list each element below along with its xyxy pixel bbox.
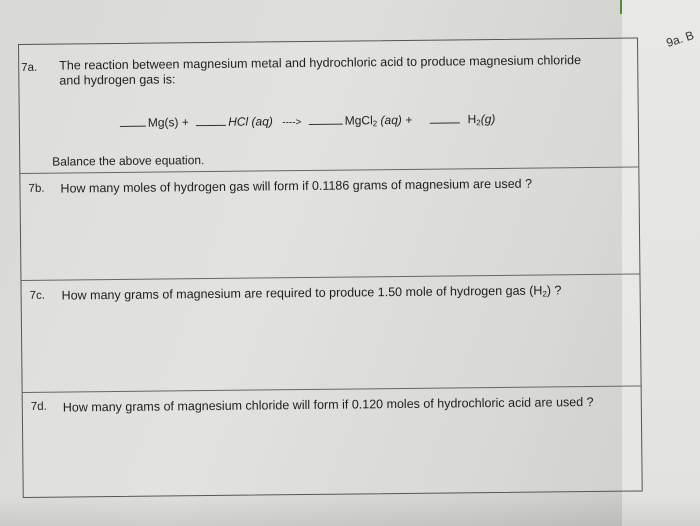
question-text-7a-line1: The reaction between magnesium metal and hydrochloric acid to produce magnesium chloride: [59, 53, 582, 73]
question-label-7c: 7c.: [29, 289, 46, 302]
adjacent-page-label: 9a. B: [664, 28, 696, 50]
row-7c: [21, 274, 640, 393]
eq-mg: Mg(s) +: [147, 115, 189, 130]
question-text-7c: [62, 283, 562, 303]
answer-area-7d[interactable]: [23, 414, 642, 497]
row-7a: [19, 39, 638, 173]
row-7d: [23, 385, 642, 497]
question-text-7a-line2: and hydrogen gas is:: [59, 72, 176, 88]
question-label-7a: 7a.: [21, 61, 38, 74]
question-text-7c-tail: ) ?: [546, 283, 562, 298]
blank-h2[interactable]: [430, 122, 460, 123]
answer-area-7c[interactable]: [22, 303, 641, 393]
question-label-7b: 7b.: [28, 182, 45, 195]
eq-mgcl2-sub: 2: [372, 119, 378, 129]
eq-h2-rest: (g): [480, 112, 496, 127]
blank-mgcl2[interactable]: [309, 124, 343, 125]
photo-shadow: [0, 496, 700, 526]
question-label-7d: 7d.: [30, 400, 47, 413]
question-table: [18, 38, 643, 498]
question-text-7c-sub: 2: [542, 289, 547, 299]
row-7b: [20, 167, 639, 281]
eq-hcl: HCl (aq): [228, 114, 273, 129]
eq-mgcl2-rest: (aq) +: [377, 112, 413, 128]
answer-area-7b[interactable]: [21, 196, 640, 281]
question-text-7b: How many moles of hydrogen gas will form if 0.1186 grams of magnesium are used ?: [60, 176, 533, 196]
eq-arrow: ---->: [282, 117, 302, 129]
eq-h2: H: [467, 112, 477, 127]
question-text-7c-main: How many grams of magnesium are required to produce 1.50 mole of hydrogen gas (H: [61, 283, 543, 303]
eq-mgcl2: MgCl: [344, 113, 373, 128]
eq-h2-sub: 2: [476, 118, 481, 128]
chemical-equation: [120, 112, 496, 131]
blank-hcl[interactable]: [196, 125, 226, 126]
blank-mg[interactable]: [120, 126, 146, 127]
instruction-7a: Balance the above equation.: [52, 153, 205, 169]
question-text-7d: How many grams of magnesium chloride will form if 0.120 moles of hydrochloric acid are used ?: [62, 394, 594, 415]
